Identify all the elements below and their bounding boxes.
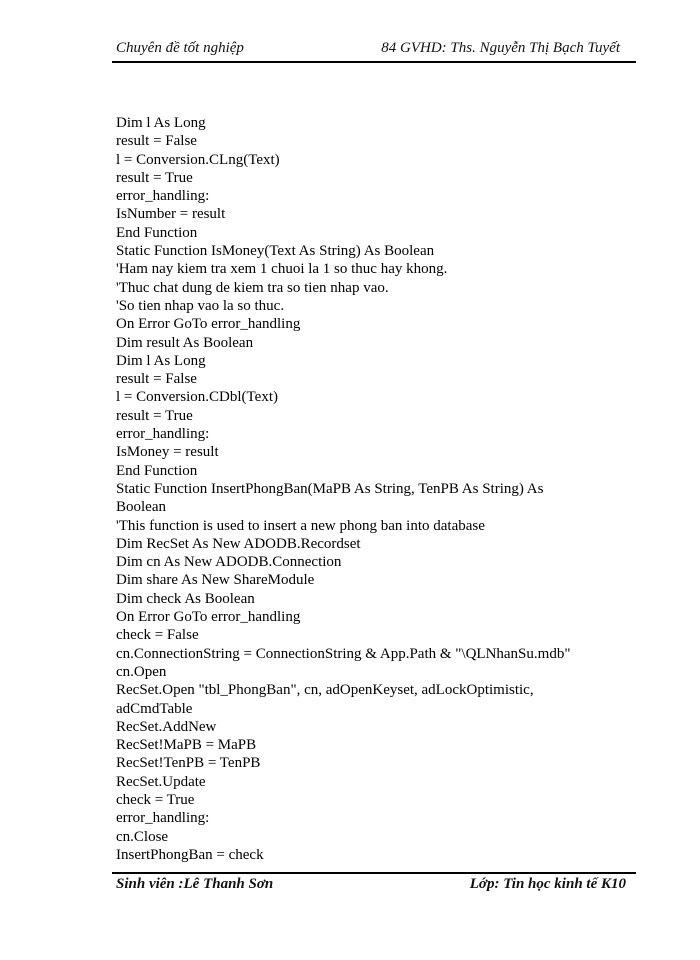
- header-supervisor: 84 GVHD: Ths. Nguyễn Thị Bạch Tuyết: [381, 40, 620, 56]
- code-line: check = False: [116, 627, 199, 644]
- code-line: 'So tien nhap vao la so thuc.: [116, 297, 285, 314]
- code-line: error_handling:: [116, 810, 210, 827]
- code-line: Dim result As Boolean: [116, 334, 254, 351]
- code-line: cn.ConnectionString = ConnectionString & App.Path & "\QLNhanSu.mdb": [116, 645, 571, 662]
- code-line: adCmdTable: [116, 700, 193, 717]
- code-line: result = True: [116, 169, 193, 186]
- header-divider: [112, 61, 636, 63]
- code-line: error_handling:: [116, 188, 210, 205]
- code-line: 'Thuc chat dung de kiem tra so tien nhap vao.: [116, 279, 389, 296]
- code-line: 'This function is used to insert a new phong ban into database: [116, 517, 485, 534]
- code-line: On Error GoTo error_handling: [116, 316, 301, 333]
- code-listing: [116, 114, 646, 864]
- code-line: Static Function IsMoney(Text As String) As Boolean: [116, 243, 435, 260]
- page-footer: [112, 876, 636, 898]
- code-line: 'Ham nay kiem tra xem 1 chuoi la 1 so thuc hay khong.: [116, 261, 448, 278]
- code-line: RecSet!MaPB = MaPB: [116, 737, 257, 754]
- footer-divider: [112, 872, 636, 874]
- code-line: RecSet.AddNew: [116, 718, 217, 735]
- code-line: result = True: [116, 407, 193, 424]
- code-line: check = True: [116, 791, 195, 808]
- header-title: Chuyên đề tốt nghiệp: [116, 40, 244, 56]
- code-line: Dim RecSet As New ADODB.Recordset: [116, 535, 361, 552]
- code-line: IsMoney = result: [116, 444, 219, 461]
- code-line: Boolean: [116, 499, 166, 516]
- code-line: InsertPhongBan = check: [116, 846, 264, 863]
- code-line: Dim check As Boolean: [116, 590, 255, 607]
- code-line: cn.Close: [116, 828, 169, 845]
- code-line: End Function: [116, 462, 198, 479]
- code-line: l = Conversion.CLng(Text): [116, 151, 280, 168]
- code-line: result = False: [116, 133, 197, 150]
- code-line: Static Function InsertPhongBan(MaPB As String, TenPB As String) As: [116, 480, 544, 497]
- code-line: IsNumber = result: [116, 206, 226, 223]
- footer-student: Sinh viên :Lê Thanh Sơn: [116, 876, 274, 892]
- code-line: error_handling:: [116, 426, 210, 443]
- code-line: l = Conversion.CDbl(Text): [116, 389, 278, 406]
- footer-class: Lớp: Tin học kinh tế K10: [469, 876, 626, 892]
- code-line: Dim share As New ShareModule: [116, 572, 315, 589]
- code-line: cn.Open: [116, 663, 167, 680]
- code-line: Dim l As Long: [116, 115, 206, 131]
- code-line: RecSet.Open "tbl_PhongBan", cn, adOpenKeyset, adLockOptimistic,: [116, 682, 534, 699]
- page-header: [112, 40, 636, 62]
- code-line: Dim l As Long: [116, 352, 206, 369]
- code-line: End Function: [116, 224, 198, 241]
- code-line: On Error GoTo error_handling: [116, 609, 301, 626]
- code-line: RecSet!TenPB = TenPB: [116, 755, 261, 772]
- code-line: result = False: [116, 371, 197, 388]
- code-line: RecSet.Update: [116, 773, 206, 790]
- code-line: Dim cn As New ADODB.Connection: [116, 554, 342, 571]
